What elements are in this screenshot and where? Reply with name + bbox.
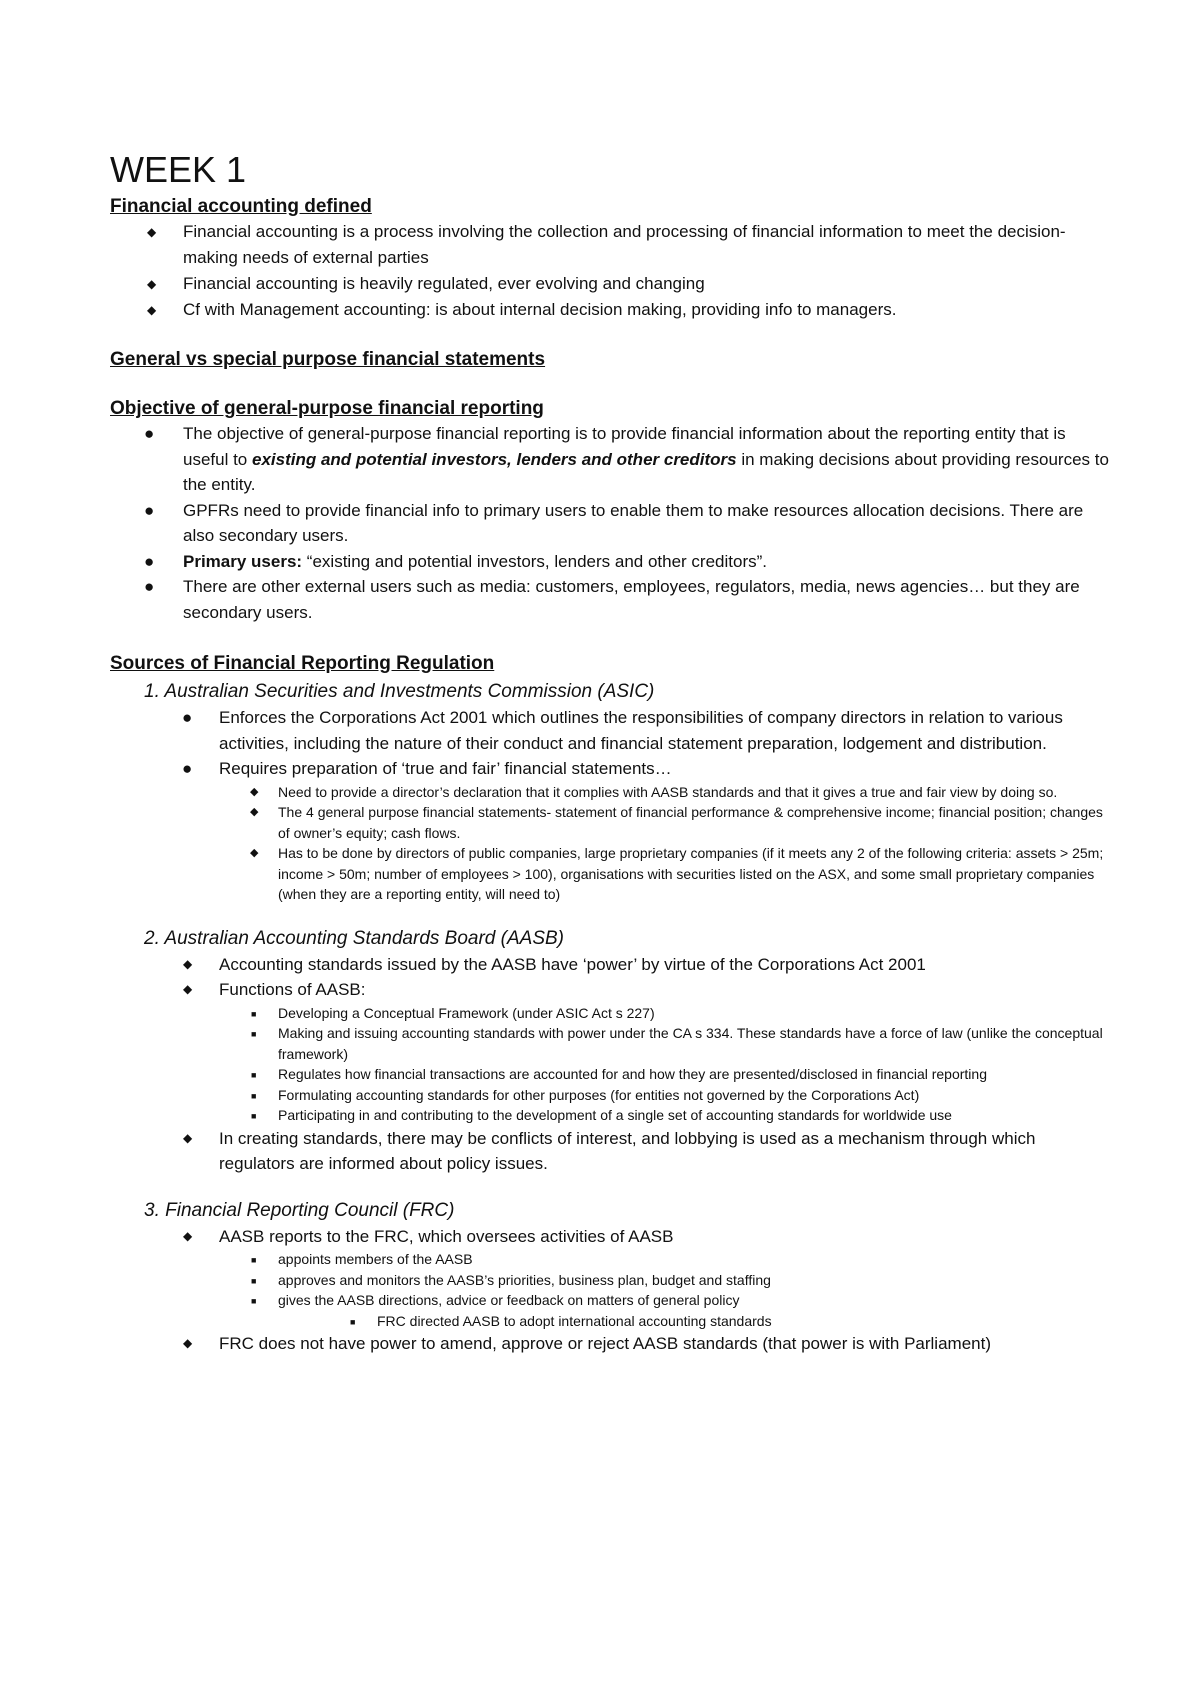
frc-sublist	[214, 1249, 1110, 1331]
bullet-icon: ◆	[147, 225, 157, 239]
bullet-icon: ●	[182, 759, 193, 778]
bullet-icon: ◆	[250, 847, 259, 859]
bullet-icon: ◆	[183, 982, 193, 996]
bullet-icon: ●	[144, 577, 155, 596]
list-item: ● Primary users: “existing and potential investors, lenders and other creditors”.	[110, 549, 1110, 575]
bullet-icon: ◆	[183, 956, 193, 971]
list-item: ■ approves and monitors the AASB’s priorities, business plan, budget and staffing	[214, 1270, 1110, 1291]
list-item: ◆ In creating standards, there may be conflicts of interest, and lobbying is used as a mechanism through which regulators are informed about policy issues.	[146, 1126, 1110, 1177]
subheading-frc: 3. Financial Reporting Council (FRC)	[144, 1199, 455, 1221]
list-item: ■ Formulating accounting standards for other purposes (for entities not governed by the Corporations Act)	[214, 1085, 1110, 1106]
heading-sources: Sources of Financial Reporting Regulation	[110, 653, 495, 674]
list-item: ● GPFRs need to provide financial info to primary users to enable them to make resources allocation decisions. There are also secondary users.	[110, 498, 1110, 549]
objective-list	[110, 421, 1110, 625]
bullet-icon: ■	[251, 1029, 257, 1039]
aasb-sublist	[214, 1003, 1110, 1126]
list-item: ◆ FRC does not have power to amend, approve or reject AASB standards (that power is with Parliament)	[146, 1331, 1110, 1357]
list-item: ◆ Financial accounting is heavily regulated, ever evolving and changing	[110, 271, 1110, 297]
bullet-icon: ◆	[183, 1130, 193, 1145]
list-item: ■ Participating in and contributing to the development of a single set of accounting standards for worldwide use	[214, 1105, 1110, 1126]
bullet-icon: ●	[144, 424, 155, 443]
list-item: ● Requires preparation of ‘true and fair’ financial statements… ◆ Need to provide a director’s declaration that it complies with AASB standards and that it gives a true and fair view by doing so. ◆ The 4 general purpose financial statements- statement of financial performance & comprehensive income; financial position; changes of owner’s equity; cash flows. ◆ Has to be done by directors of public companies, large proprietary companies (if it meets any 2 of the following criteria: assets > 25m; income > 50m; number of employees > 100), organisations with securities listed on the ASX, and some small proprietary companies (when they are a reporting entity, will need to)	[146, 756, 1110, 905]
list-item: ◆ The 4 general purpose financial statements- statement of financial performance & comprehensive income; financial position; changes of owner’s equity; cash flows.	[250, 804, 1103, 841]
bullet-icon: ■	[251, 1296, 257, 1306]
document-page	[110, 148, 1110, 1357]
bullet-icon: ◆	[183, 1336, 193, 1350]
bullet-icon: ■	[251, 1111, 257, 1121]
list-item: ■ FRC directed AASB to adopt international accounting standards	[313, 1311, 1110, 1332]
list-item: ◆ Need to provide a director’s declaration that it complies with AASB standards and that it gives a true and fair view by doing so.	[214, 782, 1110, 803]
bullet-icon: ●	[144, 500, 155, 520]
bullet-icon: ■	[251, 1275, 257, 1286]
list-item: ■ Making and issuing accounting standards with power under the CA s 334. These standards have a force of law (unlike the conceptual framework)	[251, 1025, 1103, 1062]
heading-general-vs-special: General vs special purpose financial statements	[110, 349, 546, 370]
bullet-icon: ◆	[147, 277, 157, 291]
bullet-icon: ◆	[250, 806, 259, 818]
bullet-icon: ●	[182, 708, 193, 727]
fa-defined-list	[110, 219, 1110, 323]
week-title: WEEK 1	[110, 149, 247, 190]
bullet-icon: ◆	[250, 785, 259, 798]
list-item: ◆ Financial accounting is a process involving the collection and processing of financial information to meet the decision-making needs of external parties	[110, 219, 1110, 271]
bullet-icon: ●	[144, 551, 155, 571]
frc-list	[146, 1224, 1110, 1357]
bullet-icon: ■	[251, 1090, 257, 1101]
list-item: ◆ Accounting standards issued by the AASB have ‘power’ by virtue of the Corporations Act 2001	[146, 952, 1110, 978]
list-item: ■ gives the AASB directions, advice or feedback on matters of general policy ■ FRC directed AASB to adopt international accounting standards	[214, 1290, 1110, 1331]
asic-list	[146, 705, 1110, 905]
list-item: ◆ Functions of AASB: ■ Developing a Conceptual Framework (under ASIC Act s 227) ■ Making and issuing accounting standards with power under the CA s 334. These standards have a force of law (unlike the conceptual framework) ■ Regulates how financial transactions are accounted for and how they are presented/disclosed in financial reporting ■ Formulating accounting standards for other purposes (for entities not governed by the Corporations Act) ■ Participating in and contributing to the development of a single set of accounting standards for worldwide use	[146, 977, 1110, 1126]
list-item: ◆ AASB reports to the FRC, which oversees activities of AASB ■ appoints members of the AASB ■ approves and monitors the AASB’s priorities, business plan, budget and staffing ■ gives the AASB directions, advice or feedback on matters of general policy ■ FRC directed AASB to adopt international accounting standards	[146, 1224, 1110, 1332]
subheading-asic: 1. Australian Securities and Investments Commission (ASIC)	[144, 681, 655, 702]
bullet-icon: ■	[251, 1070, 257, 1080]
subheading-aasb: 2. Australian Accounting Standards Board (AASB)	[144, 927, 564, 949]
list-item: ■ appoints members of the AASB	[214, 1249, 1110, 1270]
list-item: ◆ Has to be done by directors of public companies, large proprietary companies (if it meets any 2 of the following criteria: assets > 25m; income > 50m; number of employees > 100), organisations with securities listed on the ASX, and some small proprietary companies (when they are a reporting entity, will need to)	[250, 845, 1104, 902]
list-item: ● Enforces the Corporations Act 2001 which outlines the responsibilities of company directors in relation to various activities, including the nature of their conduct and financial statement preparation, lodgement and distribution.	[146, 705, 1110, 756]
asic-sublist	[214, 782, 1110, 905]
list-item: ■ Regulates how financial transactions are accounted for and how they are presented/disclosed in financial reporting	[214, 1064, 1110, 1085]
list-item: ■ Developing a Conceptual Framework (under ASIC Act s 227)	[214, 1003, 1110, 1024]
list-item: ● The objective of general-purpose financial reporting is to provide financial information about the reporting entity that is useful to existing and potential investors, lenders and other creditors in making decisions about providing resources to the entity.	[110, 421, 1110, 498]
bullet-icon: ■	[350, 1316, 356, 1327]
aasb-list	[146, 952, 1110, 1177]
heading-financial-accounting-defined: Financial accounting defined	[110, 196, 372, 217]
list-item: ● There are other external users such as media: customers, employees, regulators, media, news agencies… but they are secondary users.	[110, 574, 1110, 625]
heading-objective: Objective of general-purpose financial reporting	[110, 398, 544, 419]
bullet-icon: ■	[251, 1255, 257, 1265]
bullet-icon: ◆	[147, 303, 157, 317]
frc-subsublist	[313, 1311, 1110, 1332]
bullet-icon: ■	[251, 1008, 257, 1019]
bullet-icon: ◆	[183, 1228, 193, 1243]
list-item: ◆ Cf with Management accounting: is about internal decision making, providing info to managers.	[110, 297, 1110, 323]
